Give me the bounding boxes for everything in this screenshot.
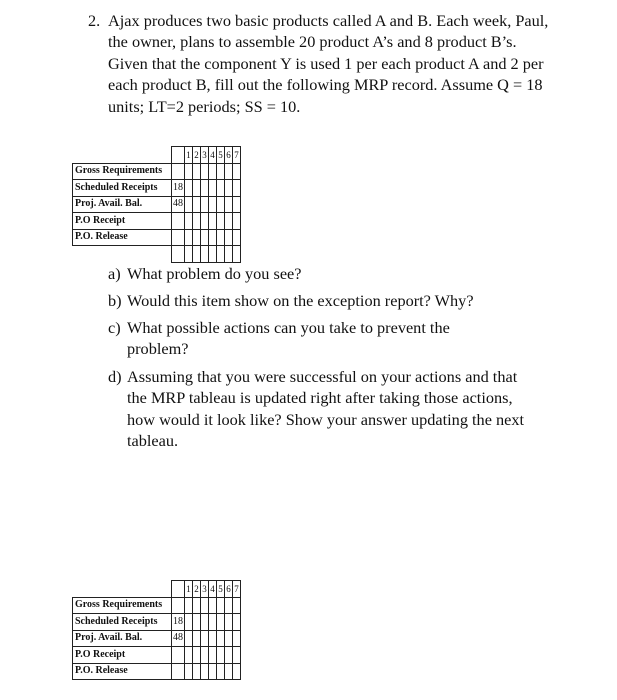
cell bbox=[185, 196, 193, 213]
initial-cell bbox=[172, 647, 185, 664]
initial-cell bbox=[172, 229, 185, 246]
cell bbox=[209, 196, 217, 213]
cell bbox=[193, 614, 201, 631]
cell bbox=[225, 647, 233, 664]
cell bbox=[193, 597, 201, 614]
row-projected-available-balance bbox=[73, 630, 241, 647]
cell bbox=[233, 213, 241, 230]
cell bbox=[185, 246, 193, 263]
cell bbox=[185, 630, 193, 647]
period-header-row bbox=[73, 147, 241, 164]
cell bbox=[201, 246, 209, 263]
initial-cell: 18 bbox=[172, 614, 185, 631]
cell bbox=[225, 597, 233, 614]
cell bbox=[225, 196, 233, 213]
cell bbox=[217, 246, 225, 263]
period-5: 5 bbox=[217, 147, 225, 164]
cell bbox=[209, 647, 217, 664]
row-po-receipt bbox=[73, 647, 241, 664]
cell bbox=[201, 196, 209, 213]
cell bbox=[193, 246, 201, 263]
cell bbox=[209, 246, 217, 263]
extra-row bbox=[73, 246, 241, 263]
period-6: 6 bbox=[225, 147, 233, 164]
cell bbox=[201, 597, 209, 614]
cell bbox=[233, 180, 241, 197]
cell bbox=[209, 213, 217, 230]
cell bbox=[233, 663, 241, 680]
cell bbox=[217, 196, 225, 213]
cell bbox=[225, 614, 233, 631]
cell bbox=[193, 180, 201, 197]
period-1: 1 bbox=[185, 147, 193, 164]
period-2: 2 bbox=[193, 147, 201, 164]
initial-cell: 18 bbox=[172, 180, 185, 197]
mrp-record-table-2 bbox=[72, 580, 241, 680]
cell bbox=[201, 647, 209, 664]
period-header-row bbox=[73, 581, 241, 598]
cell bbox=[193, 229, 201, 246]
subquestion-letter: c) bbox=[108, 318, 121, 337]
row-gross-requirements bbox=[73, 163, 241, 180]
cell bbox=[217, 630, 225, 647]
cell bbox=[209, 614, 217, 631]
period-6: 6 bbox=[225, 581, 233, 598]
subquestion-d bbox=[108, 366, 538, 452]
cell bbox=[185, 229, 193, 246]
question-2 bbox=[88, 10, 558, 117]
initial-cell bbox=[172, 663, 185, 680]
period-3: 3 bbox=[201, 581, 209, 598]
cell bbox=[233, 246, 241, 263]
subquestion-letter: a) bbox=[108, 264, 121, 283]
initial-cell bbox=[172, 163, 185, 180]
cell bbox=[233, 163, 241, 180]
cell bbox=[217, 647, 225, 664]
cell bbox=[185, 647, 193, 664]
cell bbox=[225, 163, 233, 180]
subquestion-letter: b) bbox=[108, 291, 122, 310]
cell bbox=[225, 246, 233, 263]
cell bbox=[233, 597, 241, 614]
cell bbox=[217, 597, 225, 614]
cell bbox=[193, 196, 201, 213]
cell bbox=[233, 630, 241, 647]
cell bbox=[201, 213, 209, 230]
row-label: P.O. Release bbox=[73, 663, 172, 680]
row-label: Gross Requirements bbox=[73, 597, 172, 614]
period-3: 3 bbox=[201, 147, 209, 164]
initial-cell: 48 bbox=[172, 196, 185, 213]
cell bbox=[225, 213, 233, 230]
cell bbox=[209, 163, 217, 180]
mrp-record-table-1 bbox=[72, 146, 241, 263]
row-label: Proj. Avail. Bal. bbox=[73, 630, 172, 647]
row-po-receipt bbox=[73, 213, 241, 230]
cell bbox=[225, 180, 233, 197]
cell bbox=[233, 614, 241, 631]
cell bbox=[233, 647, 241, 664]
initial-cell bbox=[172, 597, 185, 614]
row-projected-available-balance bbox=[73, 196, 241, 213]
subquestion-text: Would this item show on the exception report? Why? bbox=[127, 291, 474, 310]
cell bbox=[217, 614, 225, 631]
row-label: P.O. Release bbox=[73, 229, 172, 246]
cell bbox=[193, 630, 201, 647]
row-label: Scheduled Receipts bbox=[73, 614, 172, 631]
cell bbox=[209, 597, 217, 614]
subquestion-text: What problem do you see? bbox=[127, 264, 302, 283]
cell bbox=[225, 229, 233, 246]
row-scheduled-receipts bbox=[73, 180, 241, 197]
cell bbox=[201, 229, 209, 246]
cell bbox=[233, 229, 241, 246]
cell bbox=[201, 163, 209, 180]
row-label: Proj. Avail. Bal. bbox=[73, 196, 172, 213]
row-po-release bbox=[73, 663, 241, 680]
period-4: 4 bbox=[209, 147, 217, 164]
period-4: 4 bbox=[209, 581, 217, 598]
cell bbox=[201, 180, 209, 197]
cell bbox=[185, 213, 193, 230]
cell bbox=[225, 630, 233, 647]
cell bbox=[225, 663, 233, 680]
row-scheduled-receipts bbox=[73, 614, 241, 631]
cell bbox=[185, 663, 193, 680]
cell bbox=[201, 663, 209, 680]
question-number: 2. bbox=[88, 11, 101, 30]
cell bbox=[209, 180, 217, 197]
subquestion-text: What possible actions can you take to prevent the problem? bbox=[127, 318, 450, 359]
cell bbox=[217, 229, 225, 246]
cell bbox=[217, 180, 225, 197]
cell bbox=[185, 163, 193, 180]
cell bbox=[193, 647, 201, 664]
subquestion-text: Assuming that you were successful on your actions and that the MRP tableau is updated right after taking those actions, how would it look like? Show your answer updating the next tableau. bbox=[127, 367, 525, 451]
cell bbox=[217, 663, 225, 680]
row-po-release bbox=[73, 229, 241, 246]
period-5: 5 bbox=[217, 581, 225, 598]
period-2: 2 bbox=[193, 581, 201, 598]
row-gross-requirements bbox=[73, 597, 241, 614]
cell bbox=[209, 229, 217, 246]
cell bbox=[193, 163, 201, 180]
period-7: 7 bbox=[233, 147, 241, 164]
cell bbox=[193, 663, 201, 680]
row-label: Scheduled Receipts bbox=[73, 180, 172, 197]
subquestion-a bbox=[108, 263, 548, 284]
period-1: 1 bbox=[185, 581, 193, 598]
row-label: P.O Receipt bbox=[73, 213, 172, 230]
cell bbox=[217, 163, 225, 180]
initial-cell bbox=[172, 213, 185, 230]
cell bbox=[209, 663, 217, 680]
cell bbox=[193, 213, 201, 230]
period-7: 7 bbox=[233, 581, 241, 598]
cell bbox=[201, 630, 209, 647]
initial-cell: 48 bbox=[172, 630, 185, 647]
subquestion-b bbox=[108, 290, 548, 311]
question-stem: Ajax produces two basic products called A and B. Each week, Paul, the owner, plans to assemble 20 product A’s and 8 product B’s. Given that the component Y is used 1 per each product A and 2 per each product B, fill out the following MRP record. Assume Q = 18 units; LT=2 periods; SS = 10. bbox=[108, 11, 549, 116]
row-label: P.O Receipt bbox=[73, 647, 172, 664]
cell bbox=[201, 614, 209, 631]
row-label: Gross Requirements bbox=[73, 163, 172, 180]
cell bbox=[185, 597, 193, 614]
cell bbox=[217, 213, 225, 230]
subquestion-letter: d) bbox=[108, 367, 122, 386]
cell bbox=[185, 180, 193, 197]
cell bbox=[233, 196, 241, 213]
subquestion-c bbox=[108, 317, 508, 360]
cell bbox=[185, 614, 193, 631]
cell bbox=[209, 630, 217, 647]
